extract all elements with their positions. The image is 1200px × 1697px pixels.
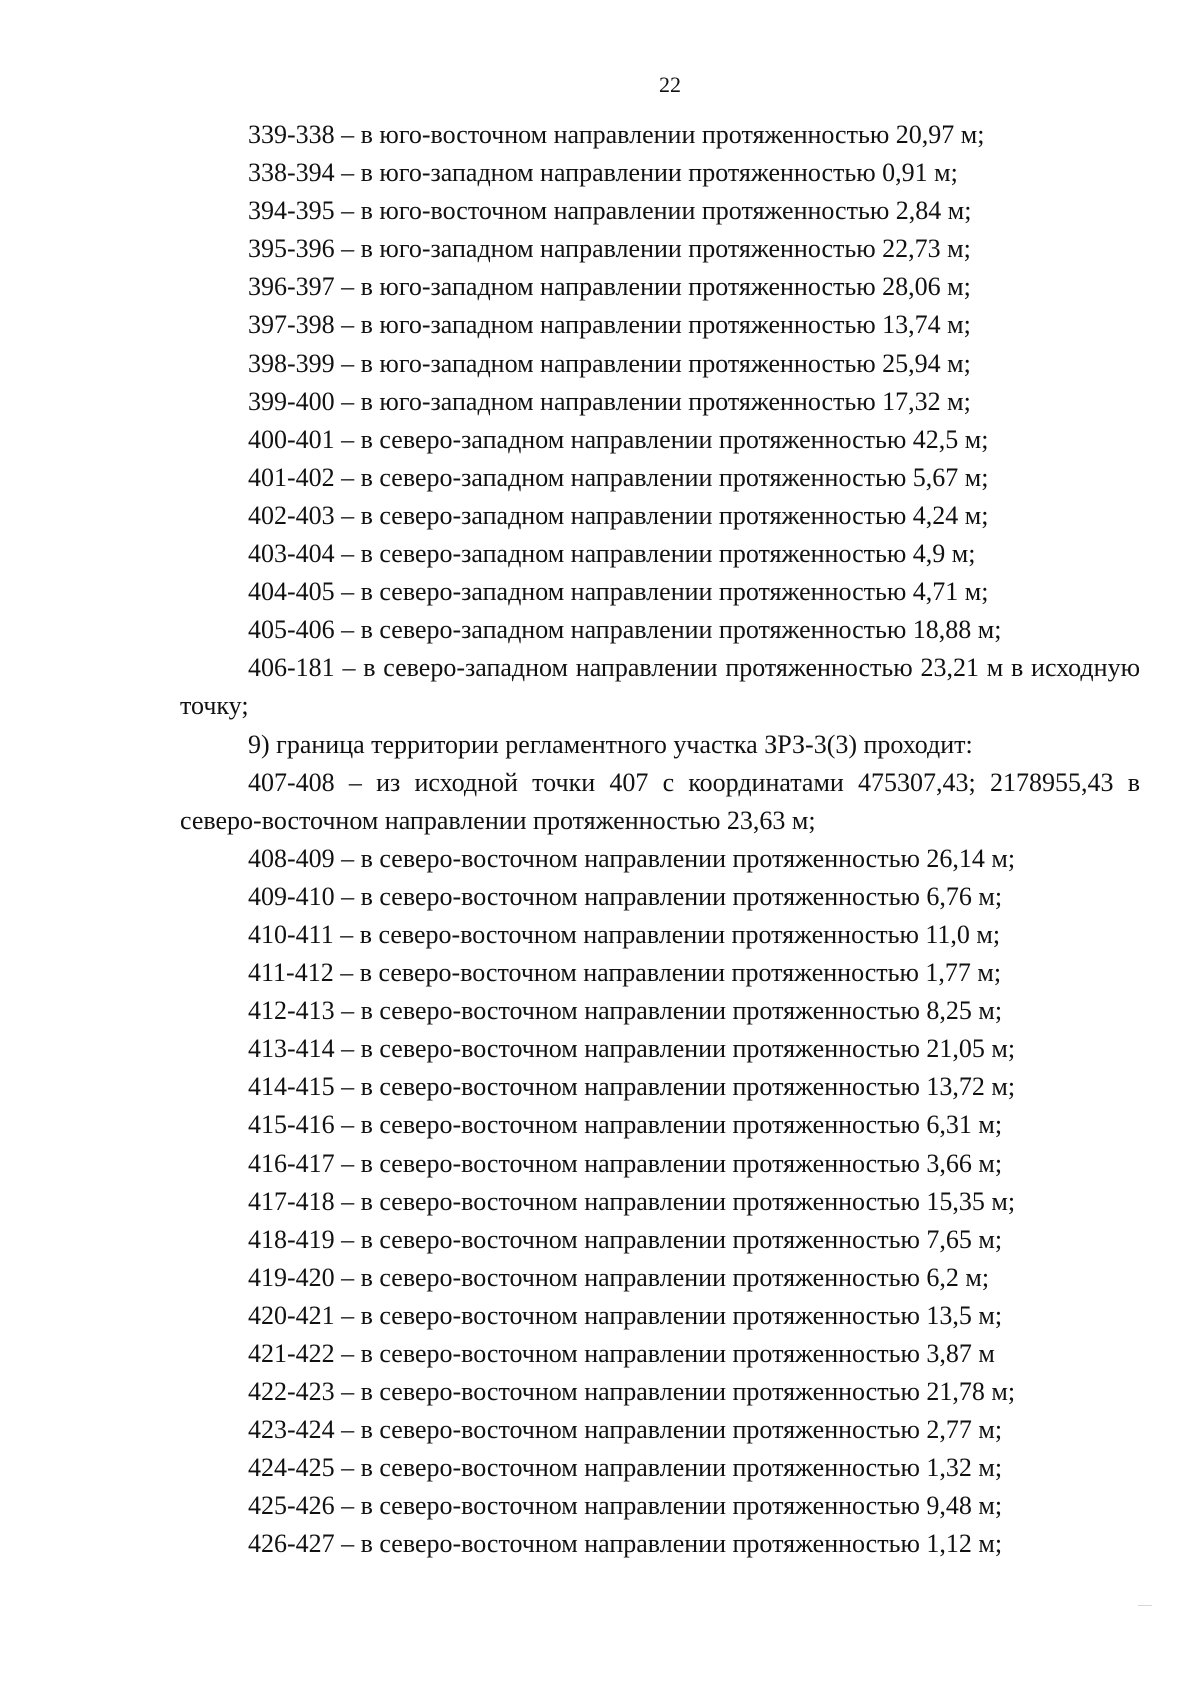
boundary-segment-line: 409-410 – в северо-восточном направлении протяженностью 6,76 м; (248, 881, 1003, 911)
document-body (180, 116, 1140, 1564)
boundary-segment-line: 411-412 – в северо-восточном направлении протяженностью 1,77 м; (248, 958, 1002, 988)
boundary-segment-line: 400-401 – в северо-западном направлении протяженностью 42,5 м; (248, 424, 989, 454)
boundary-segment-line: 339-338 – в юго-восточном направлении протяженностью 20,97 м; (248, 120, 985, 149)
boundary-segment-line: 395-396 – в юго-западном направлении протяженностью 22,73 м; (248, 234, 971, 264)
boundary-segment-line: 403-404 – в северо-западном направлении протяженностью 4,9 м; (248, 539, 976, 569)
boundary-segment-line: 415-416 – в северо-восточном направлении протяженностью 6,31 м; (248, 1110, 1003, 1140)
boundary-segment-line: 423-424 – в северо-восточном направлении протяженностью 2,77 м; (248, 1415, 1003, 1445)
boundary-segment-paragraph: 406-181 – в северо-западном направлении протяженностью 23,21 м в исходную точку; (180, 653, 1140, 721)
boundary-segment-line: 416-417 – в северо-восточном направлении протяженностью 3,66 м; (248, 1148, 1003, 1178)
boundary-segment-line: 414-415 – в северо-восточном направлении протяженностью 13,72 м; (248, 1072, 1016, 1102)
boundary-segment-line: 421-422 – в северо-восточном направлении протяженностью 3,87 м (248, 1339, 995, 1368)
boundary-segment-line: 419-420 – в северо-восточном направлении протяженностью 6,2 м; (248, 1262, 990, 1292)
boundary-segment-paragraph: 407-408 – из исходной точки 407 с координатами 475307,43; 2178955,43 в северо-восточном направлении протяженностью 23,63 м; (180, 767, 1140, 835)
boundary-segment-line: 426-427 – в северо-восточном направлении протяженностью 1,12 м; (248, 1529, 1003, 1559)
page-number: 22 (659, 72, 681, 97)
boundary-segment-line: 425-426 – в северо-восточном направлении протяженностью 9,48 м; (248, 1491, 1003, 1521)
boundary-segment-line: 420-421 – в северо-восточном направлении протяженностью 13,5 м; (248, 1300, 1003, 1330)
boundary-segment-line: 404-405 – в северо-западном направлении протяженностью 4,71 м; (248, 577, 989, 607)
boundary-segment-line: 338-394 – в юго-западном направлении протяженностью 0,91 м; (248, 158, 958, 188)
boundary-segment-line: 405-406 – в северо-западном направлении протяженностью 18,88 м; (248, 615, 1002, 645)
boundary-segment-line: 402-403 – в северо-западном направлении протяженностью 4,24 м; (248, 500, 989, 530)
section-heading-item-9: 9) граница территории регламентного участка ЗРЗ-3(3) проходит: (248, 729, 973, 759)
boundary-segment-line: 394-395 – в юго-восточном направлении протяженностью 2,84 м; (248, 196, 972, 226)
boundary-segment-line: 398-399 – в юго-западном направлении протяженностью 25,94 м; (248, 348, 971, 378)
boundary-segment-line: 396-397 – в юго-западном направлении протяженностью 28,06 м; (248, 272, 971, 302)
boundary-segment-line: 410-411 – в северо-восточном направлении протяженностью 11,0 м; (248, 919, 1001, 949)
boundary-segment-line: 417-418 – в северо-восточном направлении протяженностью 15,35 м; (248, 1186, 1016, 1216)
boundary-segment-line: 399-400 – в юго-западном направлении протяженностью 17,32 м; (248, 386, 971, 416)
boundary-segment-line: 422-423 – в северо-восточном направлении протяженностью 21,78 м; (248, 1377, 1016, 1407)
boundary-segment-line: 424-425 – в северо-восточном направлении протяженностью 1,32 м; (248, 1453, 1003, 1483)
boundary-segment-line: 413-414 – в северо-восточном направлении протяженностью 21,05 м; (248, 1034, 1016, 1064)
boundary-segment-line: 397-398 – в юго-западном направлении протяженностью 13,74 м; (248, 310, 971, 340)
scan-artifact-mark (1138, 1605, 1152, 1606)
boundary-segment-line: 401-402 – в северо-западном направлении протяженностью 5,67 м; (248, 462, 989, 492)
boundary-segment-line: 418-419 – в северо-восточном направлении протяженностью 7,65 м; (248, 1224, 1003, 1254)
boundary-segment-line: 412-413 – в северо-восточном направлении протяженностью 8,25 м; (248, 996, 1003, 1026)
boundary-segment-line: 408-409 – в северо-восточном направлении протяженностью 26,14 м; (248, 843, 1016, 873)
